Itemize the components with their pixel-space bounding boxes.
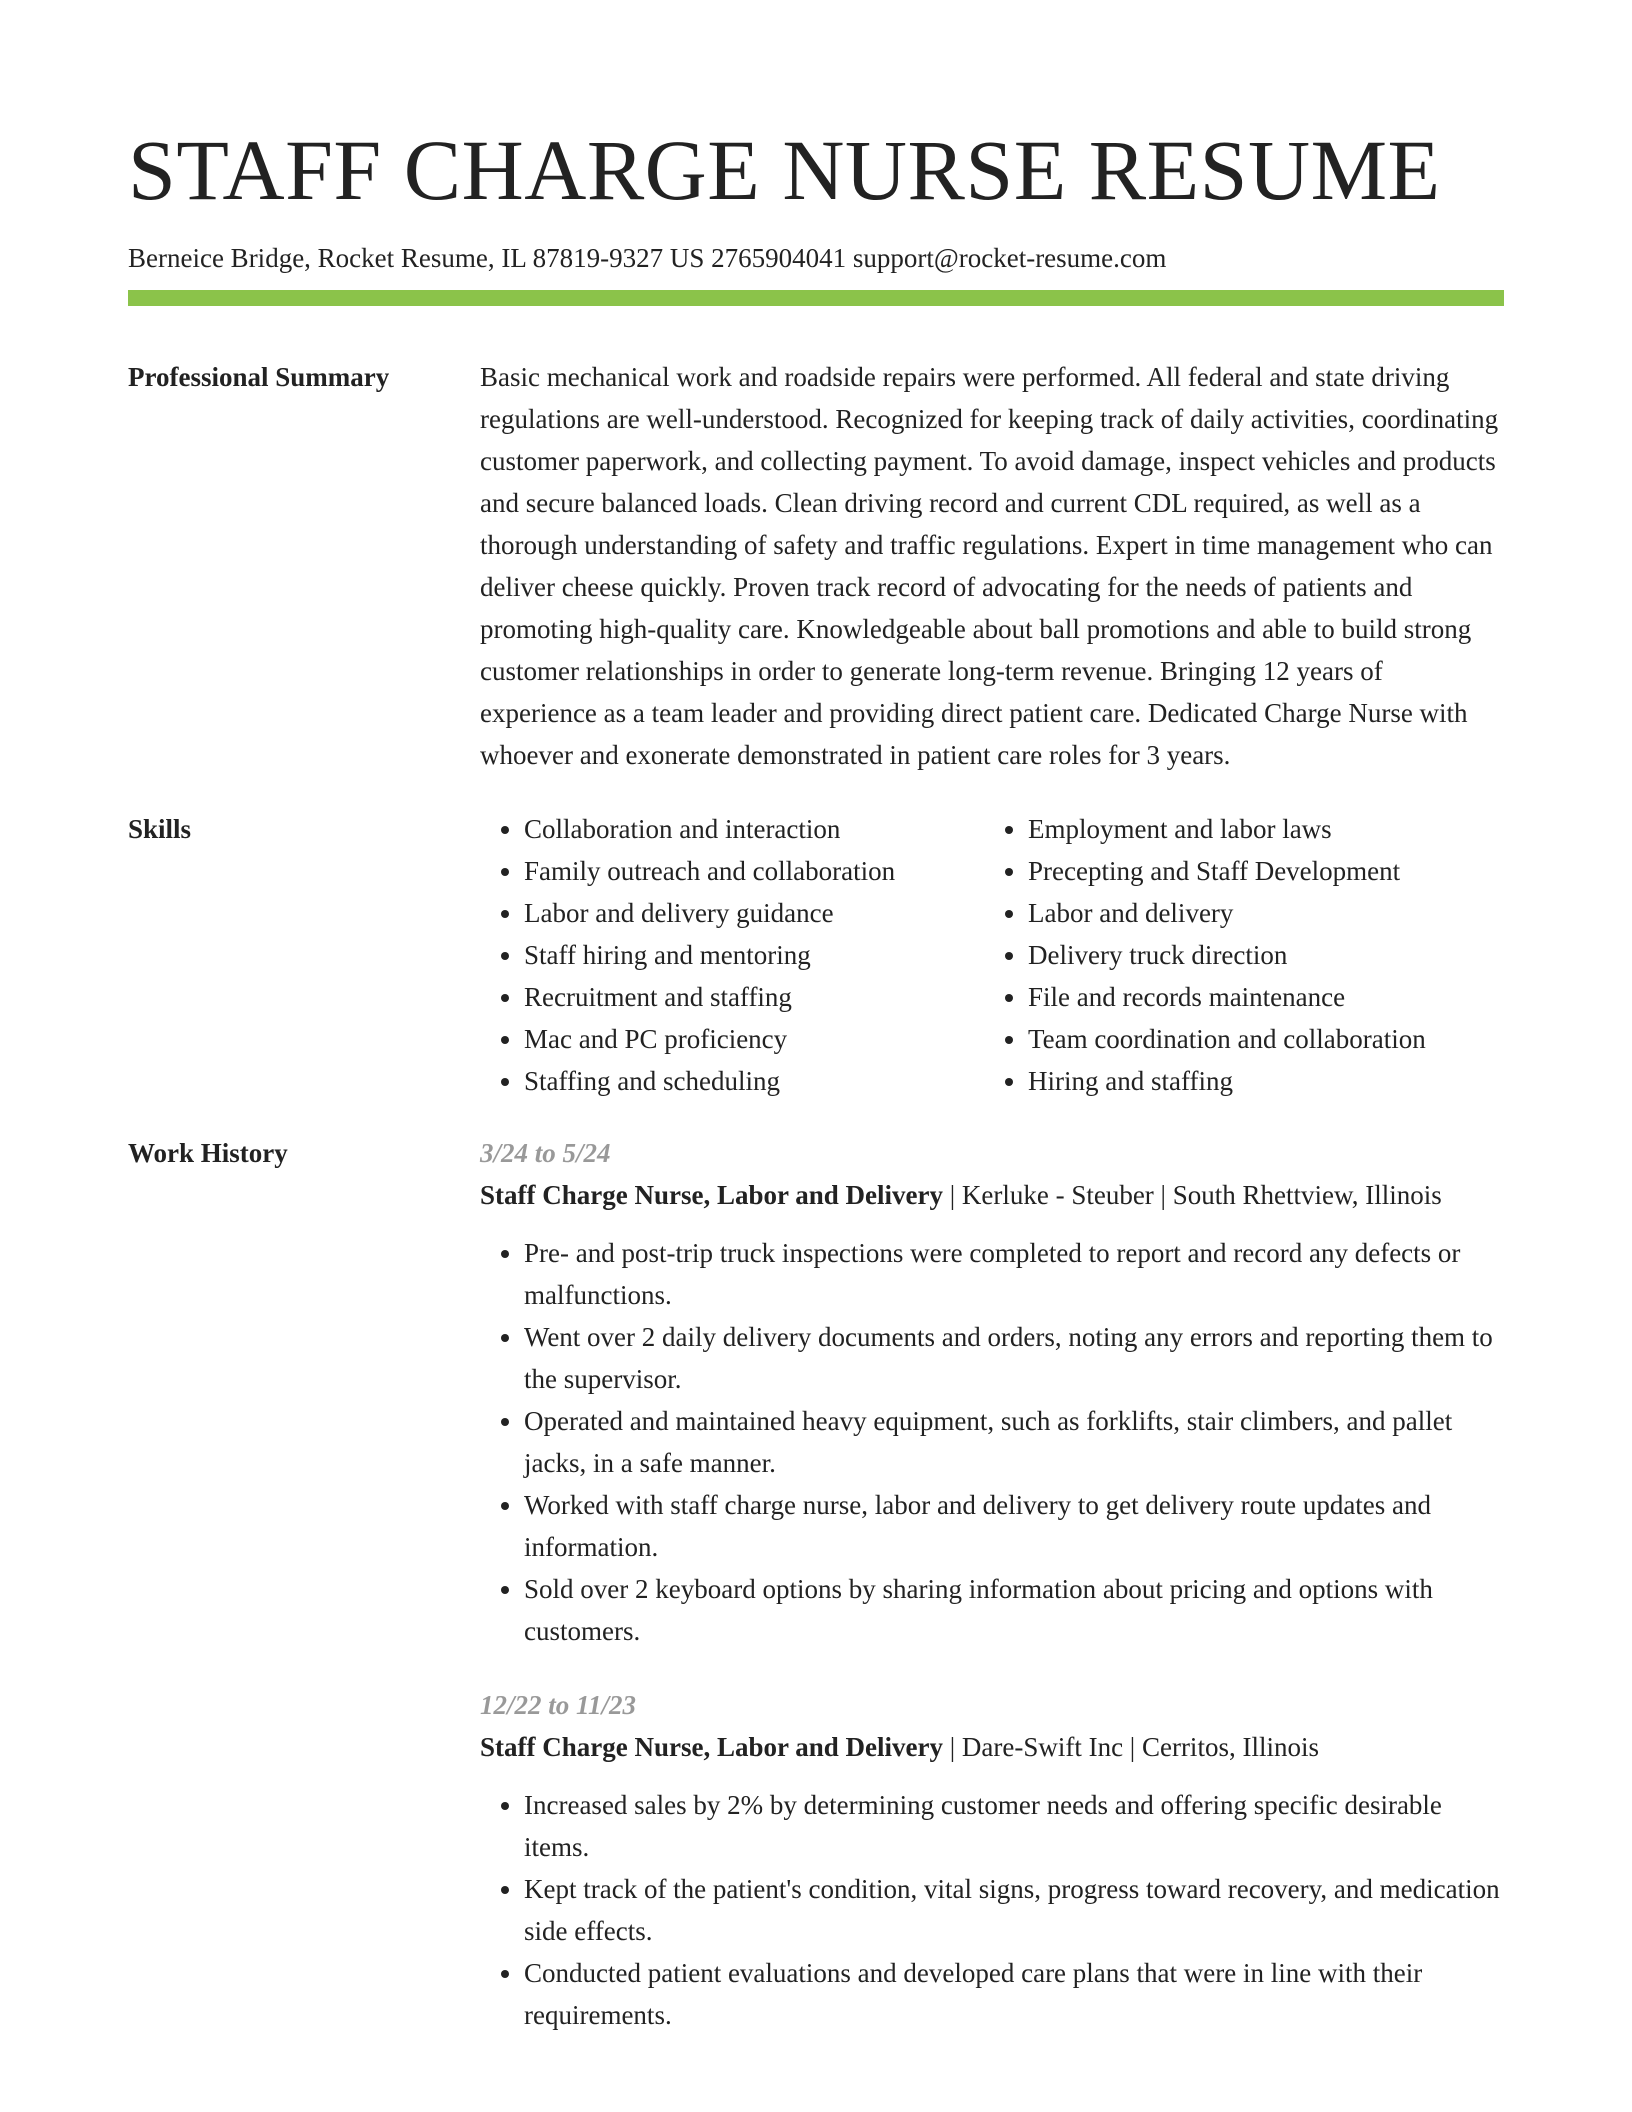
job-dates: 3/24 to 5/24 [480, 1138, 611, 1168]
job-bullet: • Went over 2 daily delivery documents and orders, noting any errors and reporting them to the supervisor. [524, 1316, 1504, 1400]
job-bullet: • Conducted patient evaluations and developed care plans that were in line with their requirements. [524, 1952, 1504, 2036]
skill-item: • Delivery truck direction [1028, 934, 1488, 976]
job-bullets [480, 1232, 1504, 1652]
skill-item: • Labor and delivery guidance [524, 892, 984, 934]
skill-item: • Labor and delivery [1028, 892, 1488, 934]
skills-list-left [480, 808, 984, 1102]
job-entry [480, 1684, 1504, 2036]
contact-line: Berneice Bridge, Rocket Resume, IL 87819-9327 US 2765904041 support@rocket-resume.com [128, 243, 1167, 273]
job-bullet: • Operated and maintained heavy equipment, such as forklifts, stair climbers, and pallet jacks, in a safe manner. [524, 1400, 1504, 1484]
skills-columns [480, 808, 1504, 1102]
job-entry [480, 1132, 1504, 1652]
skill-item: • Mac and PC proficiency [524, 1018, 984, 1060]
summary-heading: Professional Summary [128, 362, 390, 392]
job-bullet: • Pre- and post-trip truck inspections were completed to report and record any defects or malfunctions. [524, 1232, 1504, 1316]
skills-heading: Skills [128, 814, 192, 844]
job-bullet: • Sold over 2 keyboard options by sharing information about pricing and options with customers. [524, 1568, 1504, 1652]
skills-list-right [984, 808, 1488, 1102]
skill-item: • File and records maintenance [1028, 976, 1488, 1018]
resume-title: STAFF CHARGE NURSE RESUME [128, 122, 1441, 218]
job-heading [480, 1174, 1504, 1216]
skills-section [128, 808, 1504, 1102]
skill-item: • Staff hiring and mentoring [524, 934, 984, 976]
summary-text: Basic mechanical work and roadside repairs were performed. All federal and state driving regulations are well-understood. Recognized for keeping track of daily activities, coordinating customer paperwork, and collecting payment. To avoid damage, inspect vehicles and products and secure balanced loads. Clean driving record and current CDL required, as well as a thorough understanding of safety and traffic regulations. Expert in time management who can deliver cheese quickly. Proven track record of advocating for the needs of patients and promoting high-quality care. Knowledgeable about ball promotions and able to build strong customer relationships in order to generate long-term revenue. Bringing 12 years of experience as a team leader and providing direct patient care. Dedicated Charge Nurse with whoever and exonerate demonstrated in patient care roles for 3 years. [480, 362, 1499, 770]
job-employer-location: | Dare-Swift Inc | Cerritos, Illinois [942, 1732, 1319, 1762]
job-bullet: • Increased sales by 2% by determining customer needs and offering specific desirable items. [524, 1784, 1504, 1868]
job-bullet: • Worked with staff charge nurse, labor and delivery to get delivery route updates and information. [524, 1484, 1504, 1568]
work-history-body [480, 1132, 1504, 2036]
job-title: Staff Charge Nurse, Labor and Delivery [480, 1732, 943, 1762]
skill-item: • Collaboration and interaction [524, 808, 984, 850]
job-dates: 12/22 to 11/23 [480, 1690, 637, 1720]
skill-item: • Family outreach and collaboration [524, 850, 984, 892]
skill-item: • Recruitment and staffing [524, 976, 984, 1018]
job-heading [480, 1726, 1504, 1768]
summary-section [128, 356, 1504, 776]
work-history-section [128, 1132, 1504, 2036]
skill-item: • Employment and labor laws [1028, 808, 1488, 850]
skill-item: • Precepting and Staff Development [1028, 850, 1488, 892]
work-history-heading: Work History [128, 1138, 288, 1168]
job-title: Staff Charge Nurse, Labor and Delivery [480, 1180, 943, 1210]
skill-item: • Team coordination and collaboration [1028, 1018, 1488, 1060]
resume-page [128, 0, 1504, 2036]
header-divider [128, 290, 1504, 306]
job-bullet: • Kept track of the patient's condition, vital signs, progress toward recovery, and medication side effects. [524, 1868, 1504, 1952]
skill-item: • Hiring and staffing [1028, 1060, 1488, 1102]
job-employer-location: | Kerluke - Steuber | South Rhettview, Illinois [942, 1180, 1442, 1210]
job-bullets [480, 1784, 1504, 2036]
skill-item: • Staffing and scheduling [524, 1060, 984, 1102]
